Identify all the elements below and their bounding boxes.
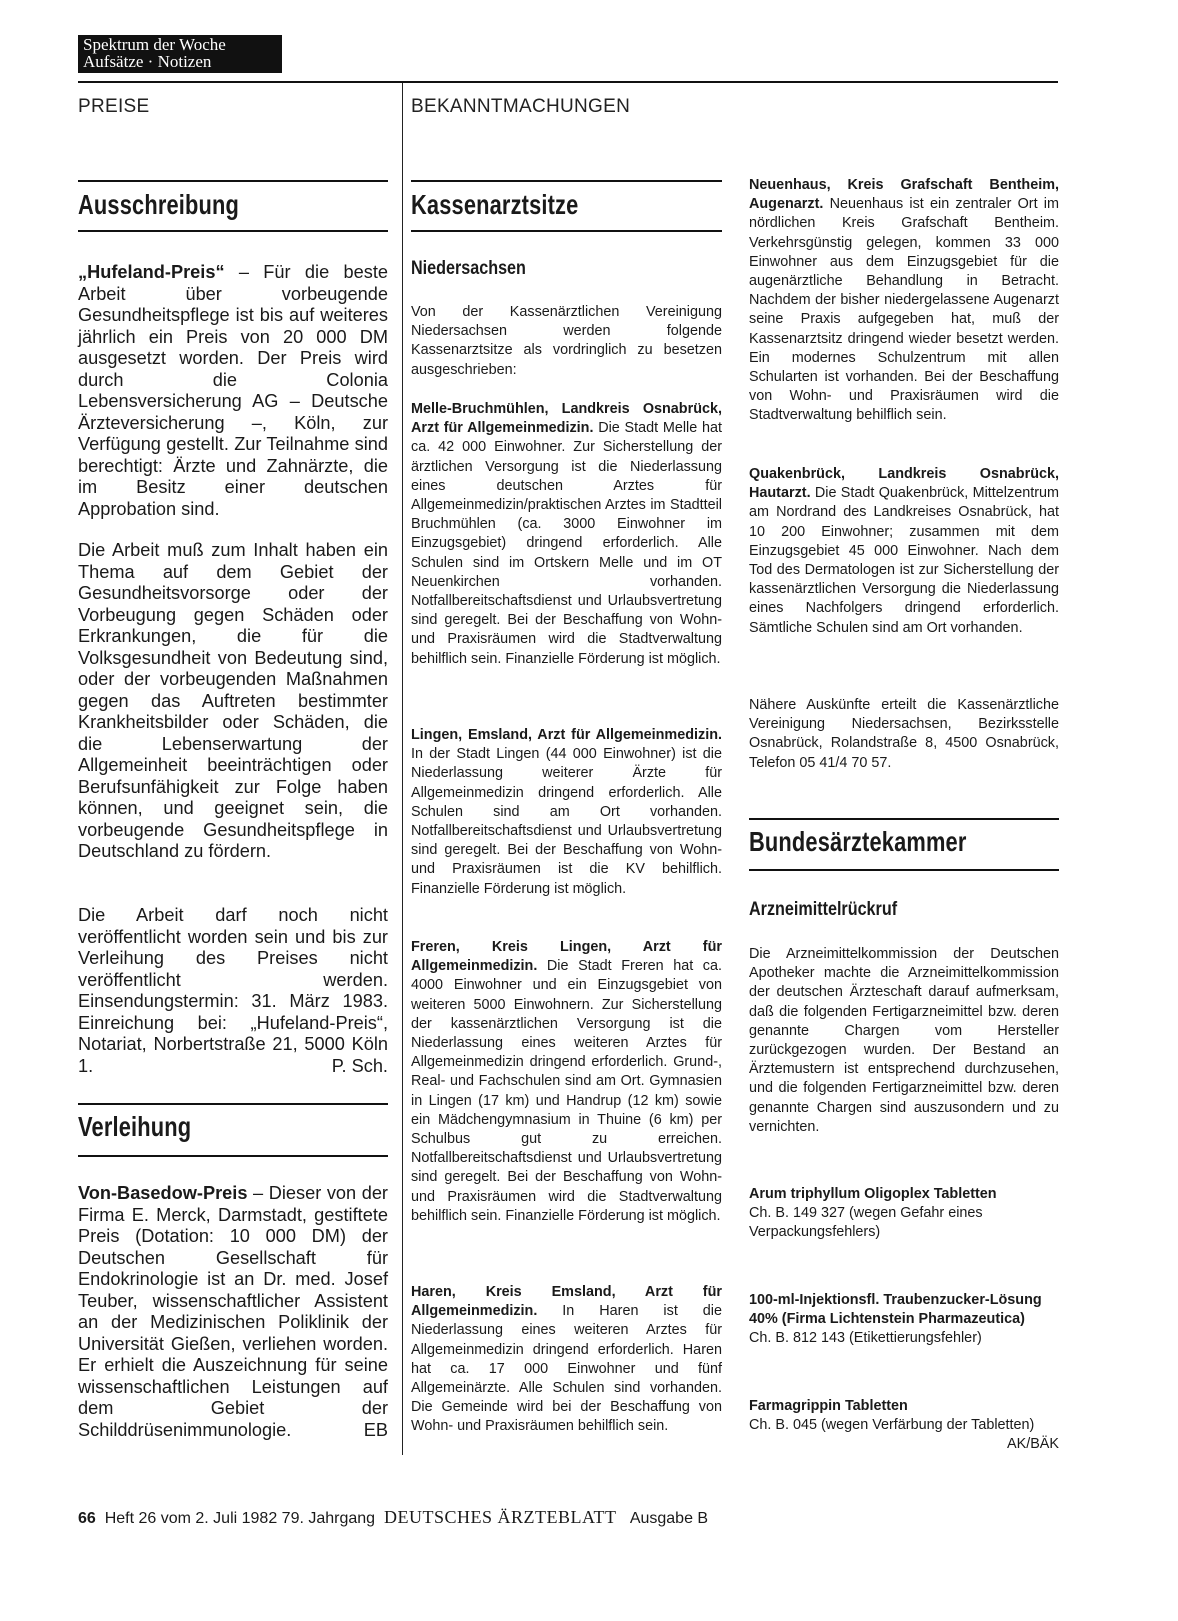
rule (411, 230, 722, 232)
rule (78, 180, 388, 182)
lead-basedow: Von-Basedow-Preis (78, 1183, 248, 1203)
paragraph: Die Arbeit muß zum Inhalt haben ein Thema auf dem Gebiet der Gesundheitsvorsorge oder der Vorbeugung gegen Schäden oder Erkrankungen, die für die Volksgesundheit von Bedeutung sind, oder der vorbeugenden Maßnahmen gegen das Auftreten bestimmter Krankheitsbilder oder Schäden, die die Lebenserwartung der Allgemeinheit beeinträchtigen oder Berufsunfähigkeit zur Folge haben können, und geeignet sein, die vorbeugende Gesundheitspflege in Deutschland zu fördern. (78, 540, 388, 861)
drug-item (749, 1185, 1059, 1243)
rule (411, 180, 722, 182)
paragraph: Die Arbeit darf noch nicht veröffentlicht worden sein und bis zur Verleihung des Preises nicht veröffentlicht werden. Einsendungstermin: 31. März 1983. Einreichung bei: „Hufeland-Preis“, Notariat, Norbertstraße 21, 5000 Köln 1. P. Sch. (78, 905, 388, 1076)
listing-quakenbrueck: Quakenbrück, Landkreis Osnabrück, Hautarzt. Die Stadt Quakenbrück, Mittelzentrum am Nordrand des Landkreises Osnabrück, hat 10 200 Einwohner; zusammen mit dem Einzugsgebiet 45 000 Einwohner. Nach dem Tod des Dermatologen ist zur Sicherstellung der kassenärztlichen Versorgung die Niederlassung eines Nachfolgers dringend erforderlich. Sämtliche Schulen sind am Ort vorhanden. (749, 466, 1059, 636)
rule (78, 1155, 388, 1157)
logo-line-2: Aufsätze · Notizen (83, 52, 212, 71)
page-number: 66 (78, 1510, 96, 1527)
drug-item (749, 1291, 1059, 1349)
rule (78, 230, 388, 232)
article-basedow: Von-Basedow-Preis – Dieser von der Firma E. Merck, Darmstadt, gestiftete Preis (Dotation: 10 000 DM) der Deutschen Gesellschaft für Endokrinologie ist an Dr. med. Josef Teuber, wissenschaftlicher Assistent an der Medizinischen Poliklinik der Universität Gießen, verliehen worden. Er erhielt die Auszeichnung für seine wissenschaftlichen Leistungen auf dem Gebiet der Schilddrüsenimmunologie. EB (78, 1183, 388, 1440)
column-divider (402, 83, 403, 1455)
heading-kassenarztsitze: Kassenarztsitze (411, 189, 579, 220)
section-logo (78, 35, 282, 73)
signature: P. Sch. (331, 1055, 388, 1076)
drug-item (749, 1397, 1059, 1455)
edition: Ausgabe B (629, 1510, 709, 1527)
signature: EB (363, 1419, 388, 1440)
page-footer (78, 1507, 708, 1528)
paragraph: „Hufeland-Preis“ – Für die beste Arbeit über vorbeugende Gesundheitspflege ist bis auf weiteres jährlich ein Preis von 20 000 DM ausgesetzt worden. Der Preis wird durch die Colonia Lebensversicherung AG – Deutsche Ärzteversicherung –, Köln, zur Verfügung gestellt. Zur Teilnahme sind berechtigt: Ärzte und Zahnärzte, die im Besitz einer deutschen Approbation sind. (78, 262, 388, 519)
heading-bundesaerztekammer: Bundesärztekammer (749, 826, 967, 857)
journal-name: DEUTSCHES ÄRZTEBLATT (383, 1507, 617, 1527)
listing-freren: Freren, Kreis Lingen, Arzt für Allgemeinmedizin. Die Stadt Freren hat ca. 4000 Einwohner und ein Einzugsgebiet von weiteren 5000 Einwohnern. Zur Sicherstellung der kassenärztlichen Versorgung ist die Niederlassung eines weiteren Arztes für Allgemeinmedizin dringend erforderlich. Grund-, Real- und Fachschulen sind am Ort. Gymnasien in Lingen (17 km) und Handrup (12 km) sowie ein Mädchengymnasium in Thuine (6 km) per Schulbus gut zu erreichen. Notfallbereitschaftsdienst und Urlaubsvertretung sind geregelt. Bei der Beschaffung von Wohn- und Praxisräumen wird die Stadtverwaltung behilflich sein. Finanzielle Förderung ist möglich. (411, 939, 722, 1224)
logo-line-1: Spektrum der Woche (83, 35, 226, 54)
listing-neuenhaus: Neuenhaus, Kreis Grafschaft Bentheim, Augenarzt. Neuenhaus ist ein zentraler Ort im nördlichen Kreis Grafschaft Bentheim. Verkehrsgünstig gelegen, kommen 33 000 Einwohner aus dem Einzugsgebiet für die augenärztliche Behandlung in Betracht. Nachdem der bisher niedergelassene Augenarzt seine Praxis aufgegeben hat, muß der Kassenarztsitz dringend wieder besetzt werden. Ein modernes Schulzentrum mit allen Schularten ist vorhanden. Bei der Beschaffung von Wohn- und Praxisräumen wird die Stadtverwaltung behilflich sein. (749, 177, 1059, 424)
rule (78, 1103, 388, 1105)
drug-name: Farmagrippin Tabletten (749, 1398, 908, 1414)
top-rule (78, 81, 1058, 83)
rule (749, 818, 1059, 820)
listing-haren: Haren, Kreis Emsland, Arzt für Allgemeinmedizin. In Haren ist die Niederlassung eines weiteren Arztes für Allgemeinmedizin dringend erforderlich. Haren hat ca. 17 000 Einwohner und fünf Allgemeinärzte. Alle Schulen sind vorhanden. Die Gemeinde wird bei der Beschaffung von Wohn- und Praxisräumen behilflich sein. (411, 1284, 722, 1435)
listing-melle: Melle-Bruchmühlen, Landkreis Osnabrück, Arzt für Allgemeinmedizin. Die Stadt Melle hat ca. 42 000 Einwohner. Zur Sicherstellung der ärztlichen Versorgung ist die Niederlassung eines deutschen Arztes für Allgemeinmedizin/praktischen Arztes im Stadtteil Bruchmühlen (ca. 3000 Einwohner im Einzugsgebiet) dringend erforderlich. Alle Schulen sind im Ortskern Melle und im OT Neuenkirchen vorhanden. Notfallbereitschaftsdienst und Urlaubsvertretung sind geregelt. Bei der Beschaffung von Wohn- und Praxisräumen wird die Stadtverwaltung behilflich sein. Finanzielle Förderung ist möglich. (411, 401, 722, 667)
section-label-bekanntmachungen: BEKANNTMACHUNGEN (411, 96, 631, 117)
heading-ausschreibung: Ausschreibung (78, 189, 240, 220)
section-label-preise: PREISE (78, 96, 150, 117)
listing-lingen: Lingen, Emsland, Arzt für Allgemeinmedizin. In der Stadt Lingen (44 000 Einwohner) ist die Niederlassung weiterer Ärzte für Allgemeinmedizin dringend erforderlich. Alle Schulen sind am Ort vorhanden. Notfallbereitschaftsdienst und Urlaubsvertretung sind geregelt. Bei der Beschaffung von Wohn- und Praxisräumen ist die KV behilflich. Finanzielle Förderung ist möglich. (411, 727, 722, 897)
issue-info: Heft 26 vom 2. Juli 1982 79. Jahrgang (104, 1510, 376, 1527)
drug-detail: Ch. B. 045 (wegen Verfärbung der Tabletten) (749, 1417, 1035, 1434)
heading-verleihung: Verleihung (78, 1111, 192, 1142)
rule (749, 869, 1059, 871)
drug-detail: Ch. B. 812 143 (Etikettierungsfehler) (749, 1330, 982, 1347)
drug-detail: Ch. B. 149 327 (wegen Gefahr eines Verpackungsfehlers) (749, 1205, 983, 1241)
subhead-niedersachsen: Niedersachsen (411, 258, 526, 279)
drug-name: 100-ml-Injektionsfl. Traubenzucker-Lösung 40% (Firma Lichtenstein Pharmazeutica) (749, 1292, 1042, 1328)
subhead-arzneimittelrueckruf: Arzneimittelrückruf (749, 899, 898, 920)
signature: AK/BÄK (1007, 1436, 1059, 1453)
paragraph: Von der Kassenärztlichen Vereinigung Niedersachsen werden folgende Kassenarztsitze als vordringlich zu besetzen ausgeschrieben: (411, 304, 722, 378)
article-hufeland (78, 262, 388, 520)
drug-name: Arum triphyllum Oligoplex Tabletten (749, 1186, 997, 1202)
contact-info: Nähere Auskünfte erteilt die Kassenärztliche Vereinigung Niedersachsen, Bezirksstelle Osnabrück, Rolandstraße 8, 4500 Osnabrück, Telefon 05 41/4 70 57. (749, 697, 1059, 771)
lead-hufeland: „Hufeland-Preis“ (78, 262, 225, 282)
paragraph: Die Arzneimittelkommission der Deutschen Apotheker machte die Arzneimittelkommission der deutschen Ärzteschaft darauf aufmerksam, daß die folgenden Fertigarzneimittel bzw. deren genannte Chargen vom Hersteller zurückgezogen wurden. Der Bestand an Ärztemustern ist entsprechend durchzusehen, und die folgenden Fertigarzneimittel bzw. deren genannte Chargen sind auszusondern und zu vernichten. (749, 946, 1059, 1135)
